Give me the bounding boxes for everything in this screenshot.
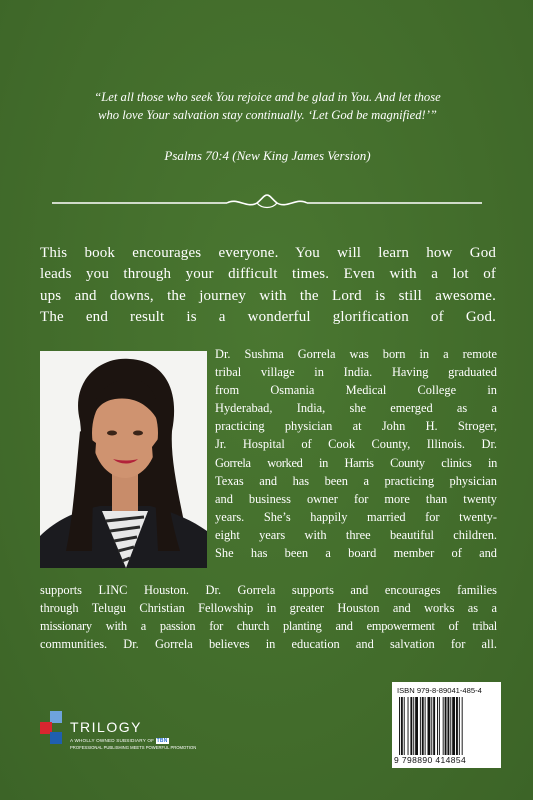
author-photo xyxy=(40,351,207,568)
bio-line: eight years with three beautiful children. xyxy=(215,527,497,542)
bio-line: missionary with a passion for church planting and empowerment of tribal xyxy=(40,619,497,633)
bio-line: Jr. Hospital of Cook County, Illinois. Dr. xyxy=(215,437,497,452)
bio-line: from Osmania Medical College in xyxy=(215,383,497,398)
bio-line: through Telugu Christian Fellowship in greater Houston and works as a xyxy=(40,601,497,615)
isbn-barcode xyxy=(392,682,501,768)
intro-line: ups and downs, the journey with the Lord is still awesome. xyxy=(40,287,496,304)
epigraph-citation: Psalms 70:4 (New King James Version) xyxy=(164,148,371,163)
tbn-logo: TBN xyxy=(156,738,168,744)
bio-line: communities. Dr. Gorrela believes in education and salvation for all. xyxy=(40,637,497,651)
isbn-label: ISBN 979-8-89041-485-4 xyxy=(397,686,482,695)
intro-line: leads you through your difficult times. Even with a lot of xyxy=(40,266,496,283)
bio-line: Texas and has been a practicing physician xyxy=(215,473,497,488)
epigraph-line-1: “Let all those who seek You rejoice and be glad in You. And let those xyxy=(94,90,441,104)
bio-line: years. She’s happily married for twenty- xyxy=(215,509,497,524)
intro-paragraph xyxy=(40,243,496,328)
publisher-logo xyxy=(40,711,210,756)
bio-line: tribal village in India. Having graduated xyxy=(215,365,497,380)
epigraph-line-2: who love Your salvation stay continually. ‘Let God be magnified!’” xyxy=(98,108,437,122)
publisher-subsidiary-text: A WHOLLY OWNED SUBSIDIARY OF xyxy=(70,738,155,743)
author-bio-wrapped xyxy=(215,345,497,562)
bio-line: Dr. Sushma Gorrela was born in a remote xyxy=(215,347,497,361)
bio-line: practicing physician at John H. Stroger, xyxy=(215,419,497,434)
publisher-subsidiary xyxy=(70,738,169,744)
bio-line: Gorrela worked in Harris County clinics in xyxy=(215,455,497,470)
publisher-name: TRILOGY xyxy=(70,719,142,735)
bio-line: She has been a board member of and xyxy=(215,546,497,561)
barcode-bars xyxy=(398,697,495,755)
trilogy-squares-icon xyxy=(40,711,66,745)
intro-line: This book encourages everyone. You will learn how God xyxy=(40,245,496,261)
epigraph-quote xyxy=(40,88,495,124)
publisher-tagline: PROFESSIONAL PUBLISHING MEETS POWERFUL PROMOTION xyxy=(70,745,197,750)
ornamental-divider xyxy=(52,193,482,213)
bio-line: supports LINC Houston. Dr. Gorrela supports and encourages families xyxy=(40,583,497,597)
intro-line: The end result is a wonderful glorification of God. xyxy=(40,308,496,325)
barcode-number: 9 798890 414854 xyxy=(394,755,467,765)
bio-line: and business owner for more than twenty xyxy=(215,491,497,506)
bio-line: Hyderabad, India, she emerged as a xyxy=(215,401,497,416)
